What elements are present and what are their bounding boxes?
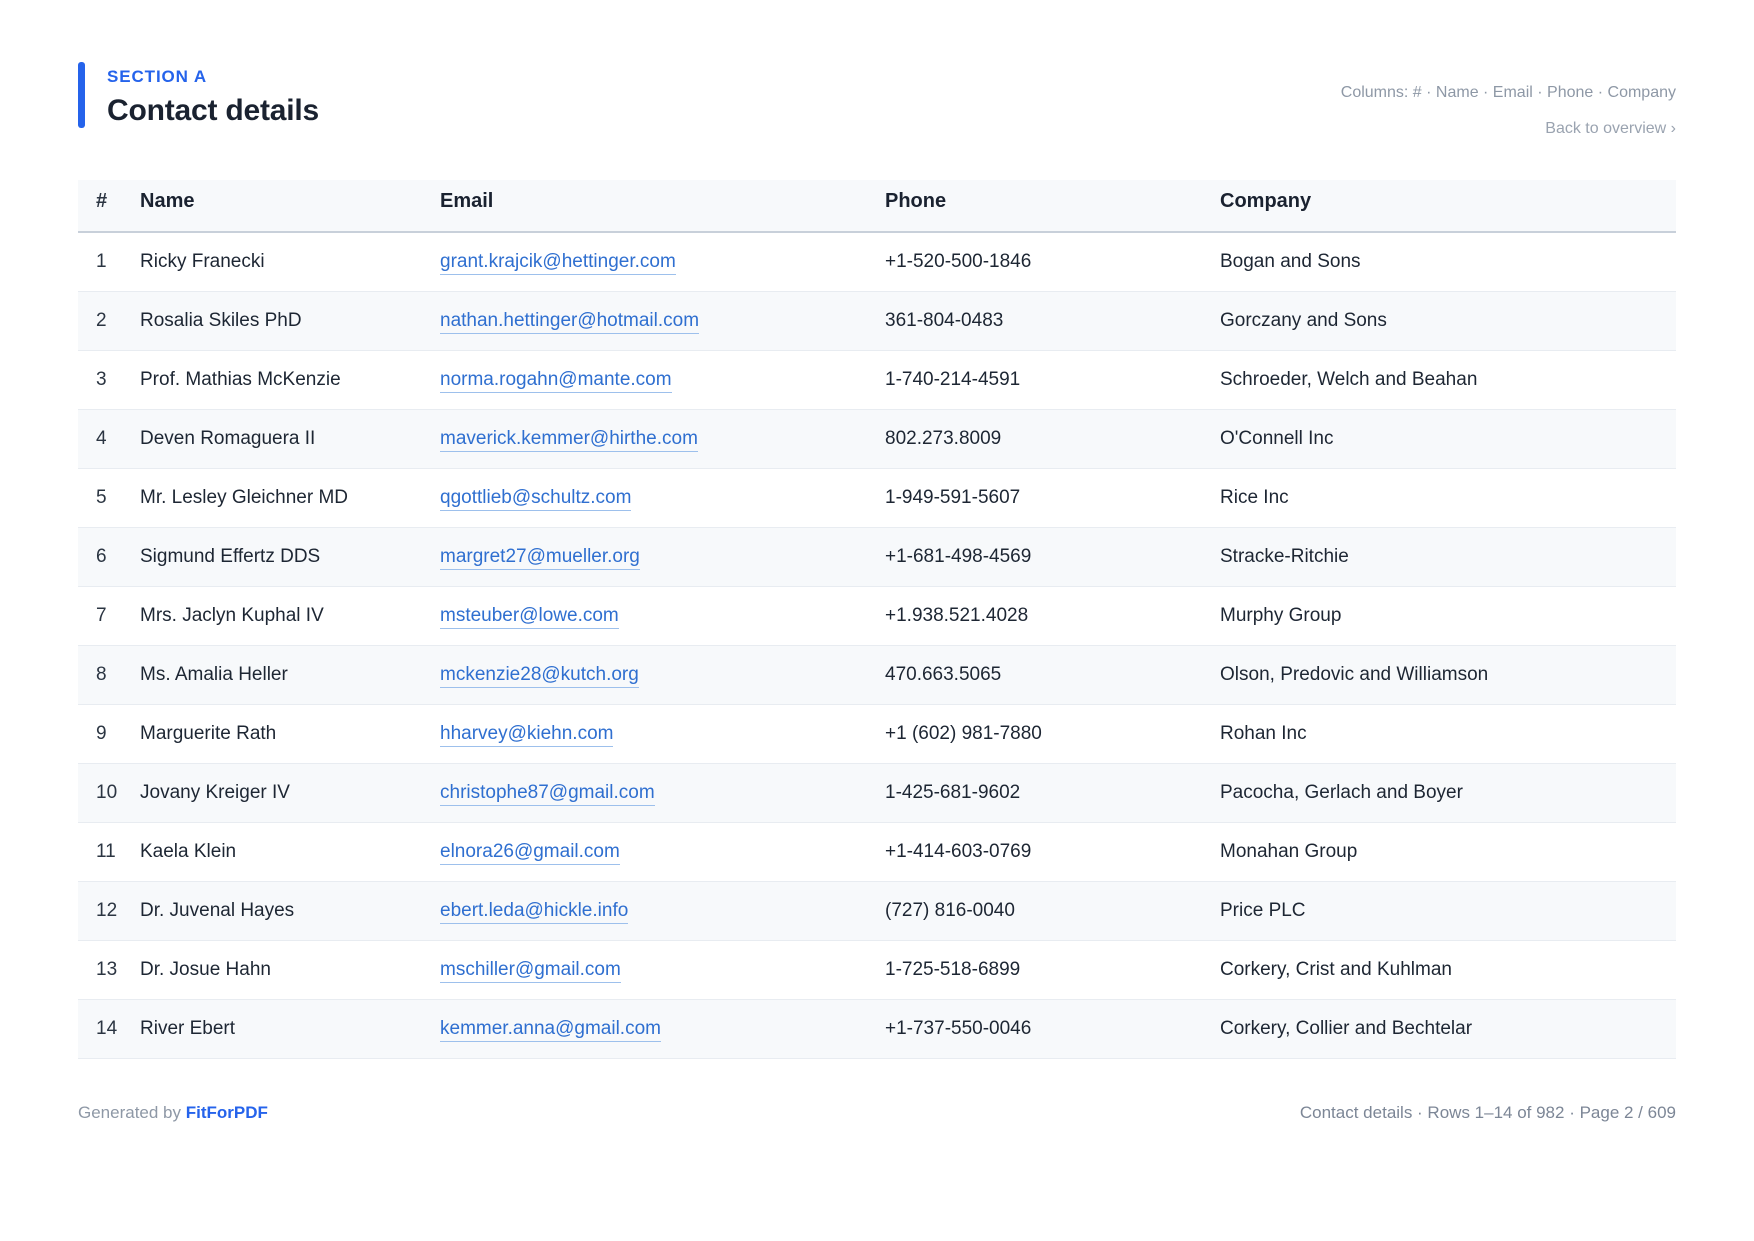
cell-email	[434, 410, 879, 469]
section-eyebrow: SECTION A	[107, 67, 208, 86]
table-row	[78, 232, 1676, 292]
table-row	[78, 882, 1676, 941]
email-link[interactable]: elnora26@gmail.com	[440, 841, 620, 865]
cell-email	[434, 764, 879, 823]
cell-company: Price PLC	[1214, 882, 1676, 941]
back-to-overview-link[interactable]: Back to overview ›	[1545, 120, 1676, 137]
table-row	[78, 823, 1676, 882]
cell-name: Dr. Josue Hahn	[134, 941, 434, 1000]
cell-index: 14	[78, 1000, 134, 1059]
cell-index: 11	[78, 823, 134, 882]
cell-name: Jovany Kreiger IV	[134, 764, 434, 823]
cell-index: 5	[78, 469, 134, 528]
page-title: Contact details	[107, 94, 320, 127]
cell-index: 7	[78, 587, 134, 646]
cell-company: Corkery, Crist and Kuhlman	[1214, 941, 1676, 1000]
email-link[interactable]: qgottlieb@schultz.com	[440, 487, 631, 511]
table-row	[78, 1000, 1676, 1059]
table-row	[78, 941, 1676, 1000]
footer-generated-prefix: Generated by	[78, 1103, 186, 1122]
cell-name: Mrs. Jaclyn Kuphal IV	[134, 587, 434, 646]
column-header-index[interactable]: #	[78, 180, 134, 232]
cell-company: Rohan Inc	[1214, 705, 1676, 764]
cell-company: Monahan Group	[1214, 823, 1676, 882]
cell-index: 2	[78, 292, 134, 351]
column-header-company[interactable]: Company	[1214, 180, 1676, 232]
cell-phone: 1-725-518-6899	[879, 941, 1214, 1000]
cell-name: River Ebert	[134, 1000, 434, 1059]
cell-phone: +1-681-498-4569	[879, 528, 1214, 587]
email-link[interactable]: hharvey@kiehn.com	[440, 723, 613, 747]
cell-company: Rice Inc	[1214, 469, 1676, 528]
cell-company: Bogan and Sons	[1214, 232, 1676, 292]
cell-email	[434, 823, 879, 882]
cell-name: Rosalia Skiles PhD	[134, 292, 434, 351]
cell-email	[434, 528, 879, 587]
cell-phone: +1.938.521.4028	[879, 587, 1214, 646]
cell-phone: (727) 816-0040	[879, 882, 1214, 941]
header-left	[78, 62, 319, 128]
cell-company: O'Connell Inc	[1214, 410, 1676, 469]
cell-email	[434, 587, 879, 646]
cell-email	[434, 469, 879, 528]
columns-note: Columns: # · Name · Email · Phone · Company	[1340, 84, 1676, 101]
cell-phone: +1-414-603-0769	[879, 823, 1214, 882]
cell-email	[434, 232, 879, 292]
cell-company: Gorczany and Sons	[1214, 292, 1676, 351]
cell-index: 4	[78, 410, 134, 469]
cell-name: Deven Romaguera II	[134, 410, 434, 469]
email-link[interactable]: maverick.kemmer@hirthe.com	[440, 428, 698, 452]
footer-generated-by	[78, 1103, 268, 1123]
cell-company: Corkery, Collier and Bechtelar	[1214, 1000, 1676, 1059]
cell-name: Prof. Mathias McKenzie	[134, 351, 434, 410]
cell-email	[434, 941, 879, 1000]
cell-company: Olson, Predovic and Williamson	[1214, 646, 1676, 705]
cell-phone: 470.663.5065	[879, 646, 1214, 705]
footer-brand[interactable]: FitForPDF	[185, 1103, 268, 1122]
table-body	[78, 232, 1676, 1059]
table-row	[78, 410, 1676, 469]
cell-phone: +1-520-500-1846	[879, 232, 1214, 292]
table-row	[78, 469, 1676, 528]
email-link[interactable]: ebert.leda@hickle.info	[440, 900, 628, 924]
email-link[interactable]: msteuber@lowe.com	[440, 605, 619, 629]
cell-phone: 1-740-214-4591	[879, 351, 1214, 410]
cell-index: 6	[78, 528, 134, 587]
cell-index: 8	[78, 646, 134, 705]
cell-index: 9	[78, 705, 134, 764]
cell-email	[434, 351, 879, 410]
contact-details-table	[78, 180, 1676, 1059]
cell-name: Sigmund Effertz DDS	[134, 528, 434, 587]
page-footer	[78, 1103, 1676, 1123]
table-row	[78, 646, 1676, 705]
email-link[interactable]: norma.rogahn@mante.com	[440, 369, 672, 393]
accent-bar	[78, 62, 85, 128]
email-link[interactable]: mschiller@gmail.com	[440, 959, 621, 983]
cell-name: Mr. Lesley Gleichner MD	[134, 469, 434, 528]
cell-index: 13	[78, 941, 134, 1000]
cell-name: Kaela Klein	[134, 823, 434, 882]
cell-company: Pacocha, Gerlach and Boyer	[1214, 764, 1676, 823]
cell-email	[434, 292, 879, 351]
email-link[interactable]: grant.krajcik@hettinger.com	[440, 251, 676, 275]
cell-email	[434, 646, 879, 705]
cell-phone: +1 (602) 981-7880	[879, 705, 1214, 764]
cell-name: Marguerite Rath	[134, 705, 434, 764]
cell-email	[434, 705, 879, 764]
cell-email	[434, 882, 879, 941]
cell-company: Schroeder, Welch and Beahan	[1214, 351, 1676, 410]
email-link[interactable]: christophe87@gmail.com	[440, 782, 655, 806]
cell-index: 1	[78, 232, 134, 292]
cell-phone: 1-425-681-9602	[879, 764, 1214, 823]
cell-phone: 1-949-591-5607	[879, 469, 1214, 528]
table-row	[78, 587, 1676, 646]
table-row	[78, 351, 1676, 410]
cell-phone: 361-804-0483	[879, 292, 1214, 351]
footer-meta: Contact details · Rows 1–14 of 982 · Page 2 / 609	[1299, 1103, 1676, 1122]
cell-name: Ms. Amalia Heller	[134, 646, 434, 705]
table-row	[78, 764, 1676, 823]
email-link[interactable]: kemmer.anna@gmail.com	[440, 1018, 661, 1042]
cell-phone: 802.273.8009	[879, 410, 1214, 469]
table-row	[78, 292, 1676, 351]
cell-index: 3	[78, 351, 134, 410]
cell-name: Ricky Franecki	[134, 232, 434, 292]
cell-index: 10	[78, 764, 134, 823]
table-row	[78, 705, 1676, 764]
cell-company: Stracke-Ritchie	[1214, 528, 1676, 587]
cell-company: Murphy Group	[1214, 587, 1676, 646]
email-link[interactable]: margret27@mueller.org	[440, 546, 640, 570]
table-row	[78, 528, 1676, 587]
email-link[interactable]: nathan.hettinger@hotmail.com	[440, 310, 699, 334]
column-header-phone[interactable]: Phone	[879, 180, 1214, 232]
header-right	[1341, 62, 1676, 138]
page-header	[78, 62, 1676, 138]
column-header-name[interactable]: Name	[134, 180, 434, 232]
table-header-row	[78, 180, 1676, 232]
cell-phone: +1-737-550-0046	[879, 1000, 1214, 1059]
cell-index: 12	[78, 882, 134, 941]
email-link[interactable]: mckenzie28@kutch.org	[440, 664, 639, 688]
column-header-email[interactable]: Email	[434, 180, 879, 232]
cell-name: Dr. Juvenal Hayes	[134, 882, 434, 941]
table-head	[78, 180, 1676, 232]
cell-email	[434, 1000, 879, 1059]
